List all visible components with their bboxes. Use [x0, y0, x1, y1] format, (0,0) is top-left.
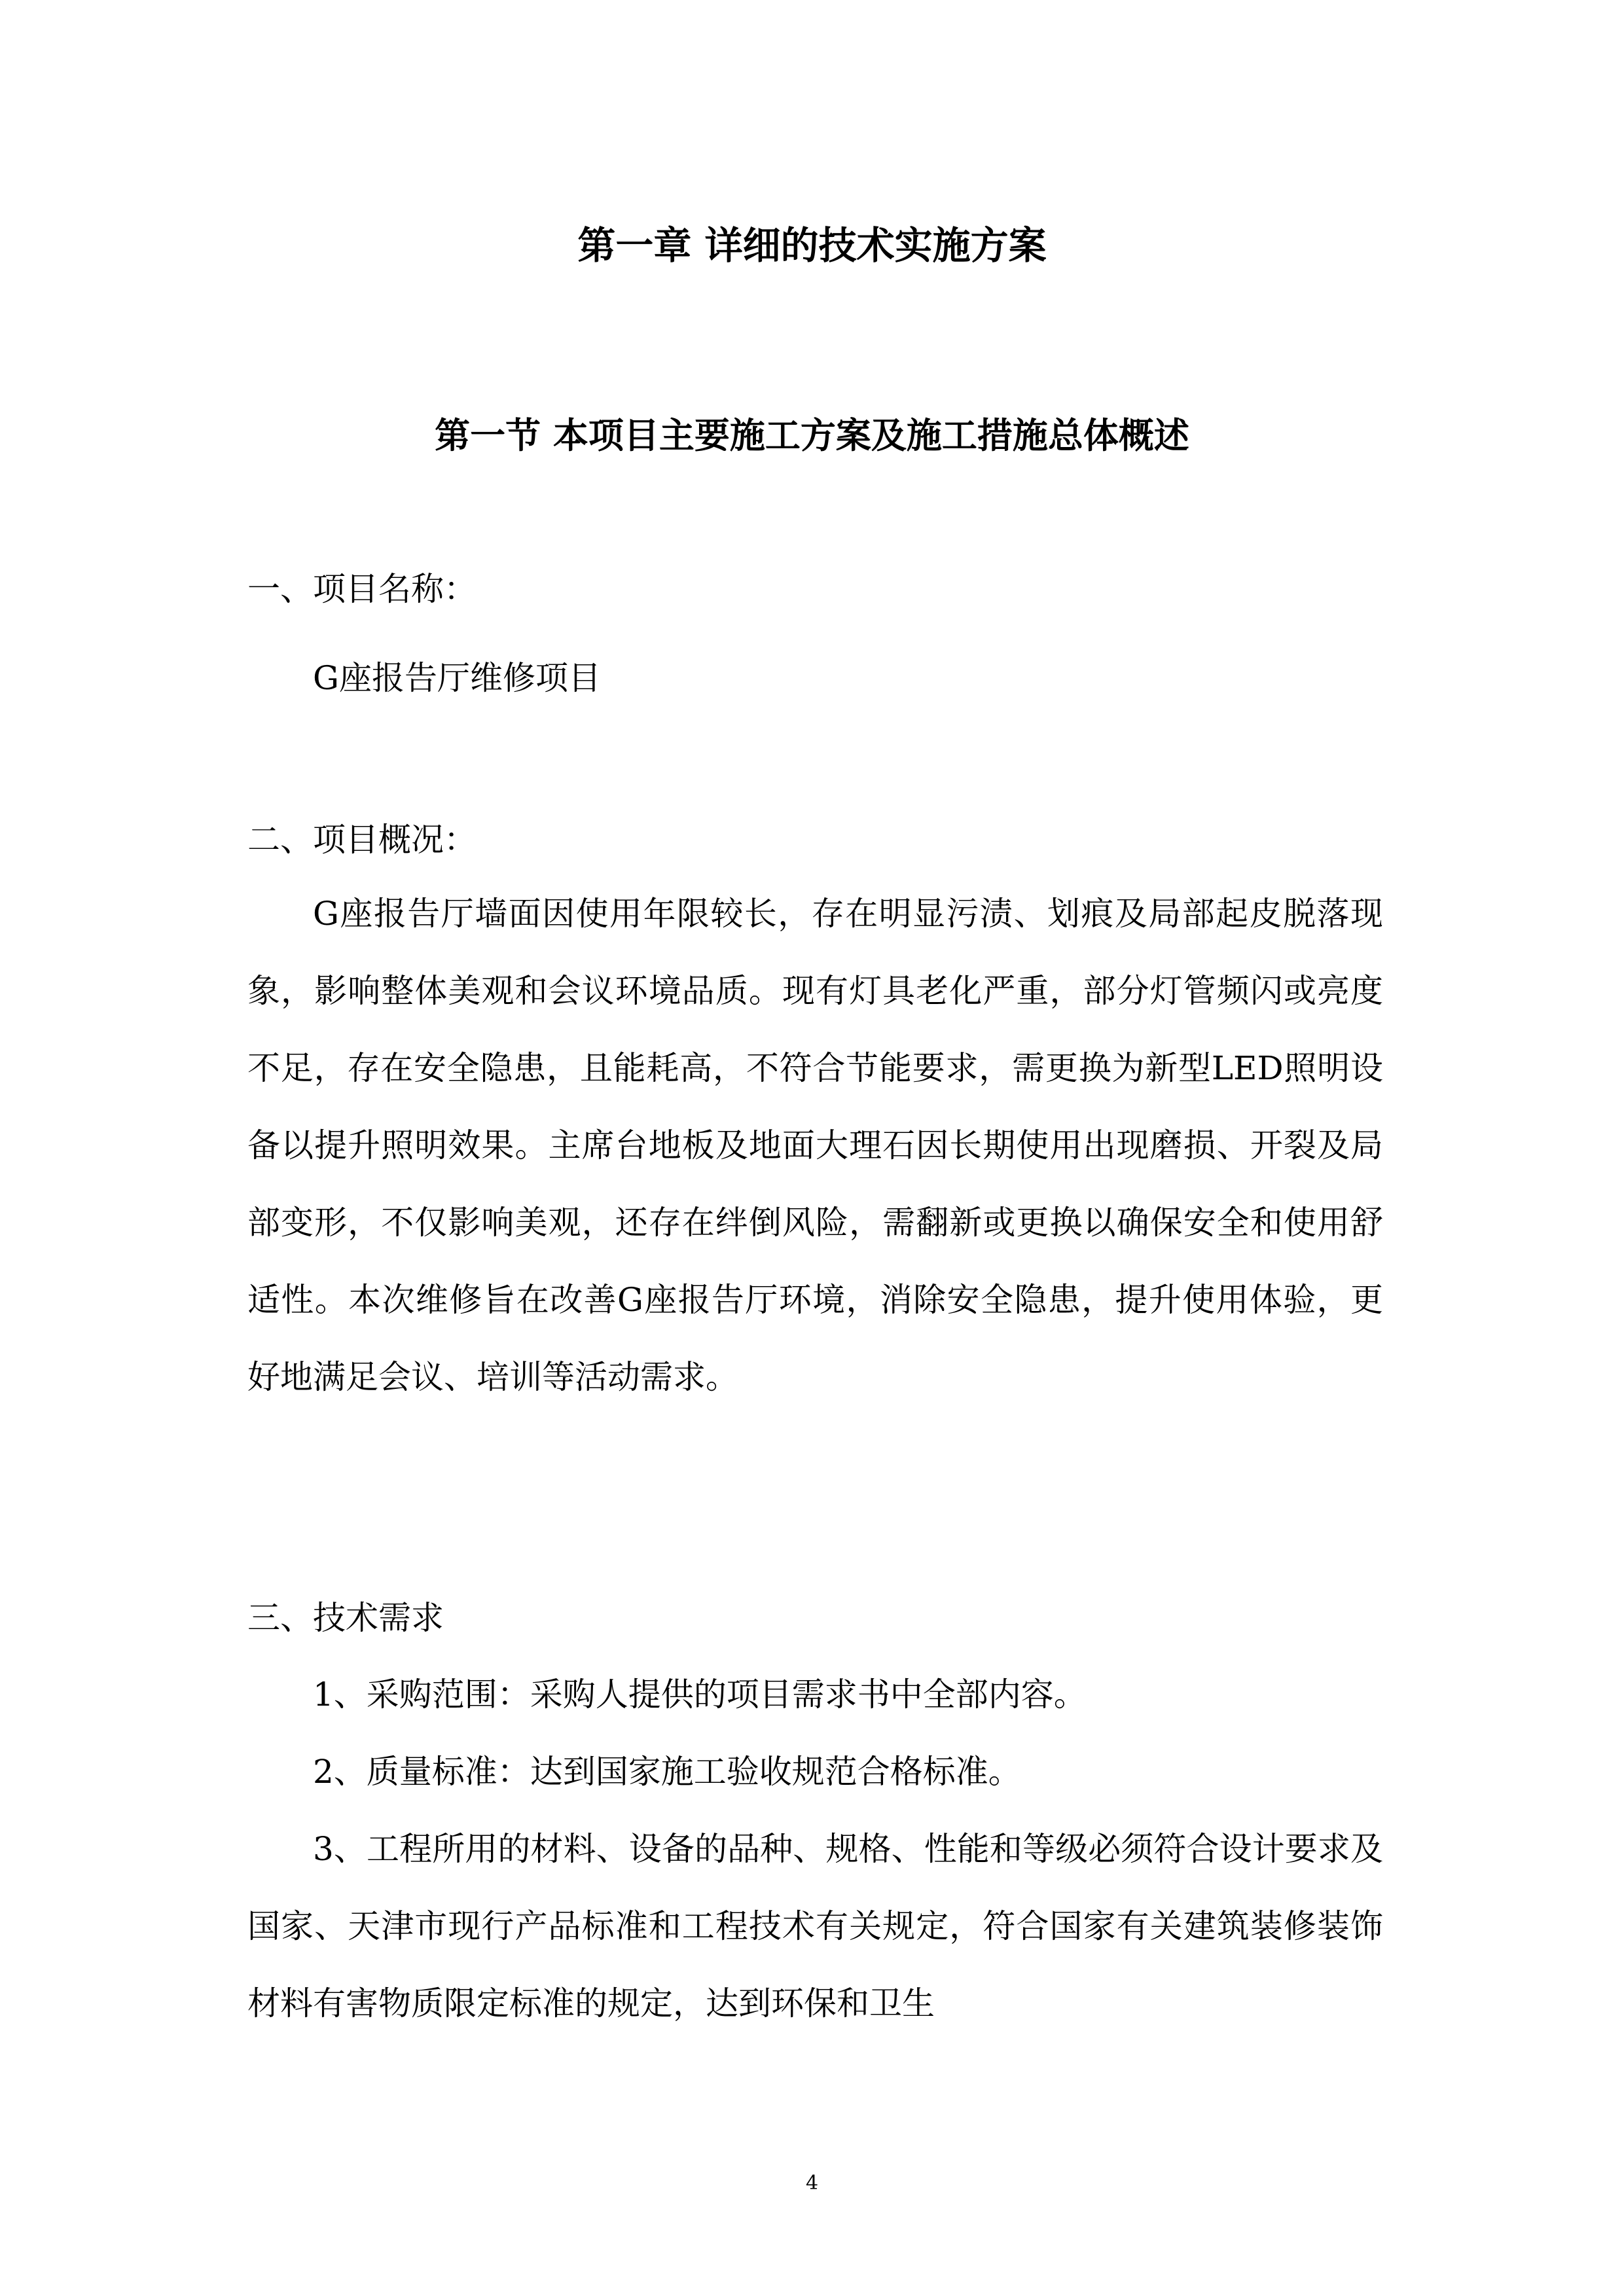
chapter-title: 第一章 详细的技术实施方案: [577, 223, 1047, 268]
item1-content: G座报告厅维修项目: [313, 659, 601, 697]
item3-point1: 1、采购范围：采购人提供的项目需求书中全部内容。: [313, 1676, 1087, 1713]
item3-point3: 3、工程所用的材料、设备的品种、规格、性能和等级必须符合设计要求及国家、天津市现行产品标准和工程技术有关规定，符合国家有关建筑装修装饰材料有害物质限定标准的规定，达到环保和卫生: [247, 1830, 1383, 2022]
section-title: 第一节 本项目主要施工方案及施工措施总体概述: [435, 414, 1189, 456]
item3-point2: 2、质量标准：达到国家施工验收规范合格标准。: [313, 1753, 1021, 1791]
item2-heading: 二、项目概况：: [247, 821, 477, 859]
item1-heading: 一、项目名称：: [247, 570, 477, 608]
item3-heading: 三、技术需求: [247, 1599, 444, 1637]
page-number: 4: [805, 2172, 819, 2195]
item2-paragraph: G座报告厅墙面因使用年限较长，存在明显污渍、划痕及局部起皮脱落现象，影响整体美观和会议环境品质。现有灯具老化严重，部分灯管频闪或亮度不足，存在安全隐患，且能耗高，不符合节能要求，需更换为新型LED照明设备以提升照明效果。主席台地板及地面大理石因长期使用出现磨损、开裂及局部变形，不仅影响美观，还存在绊倒风险，需翻新或更换以确保安全和使用舒适性。本次维修旨在改善G座报告厅环境，消除安全隐患，提升使用体验，更好地满足会议、培训等活动需求。: [247, 895, 1383, 1396]
